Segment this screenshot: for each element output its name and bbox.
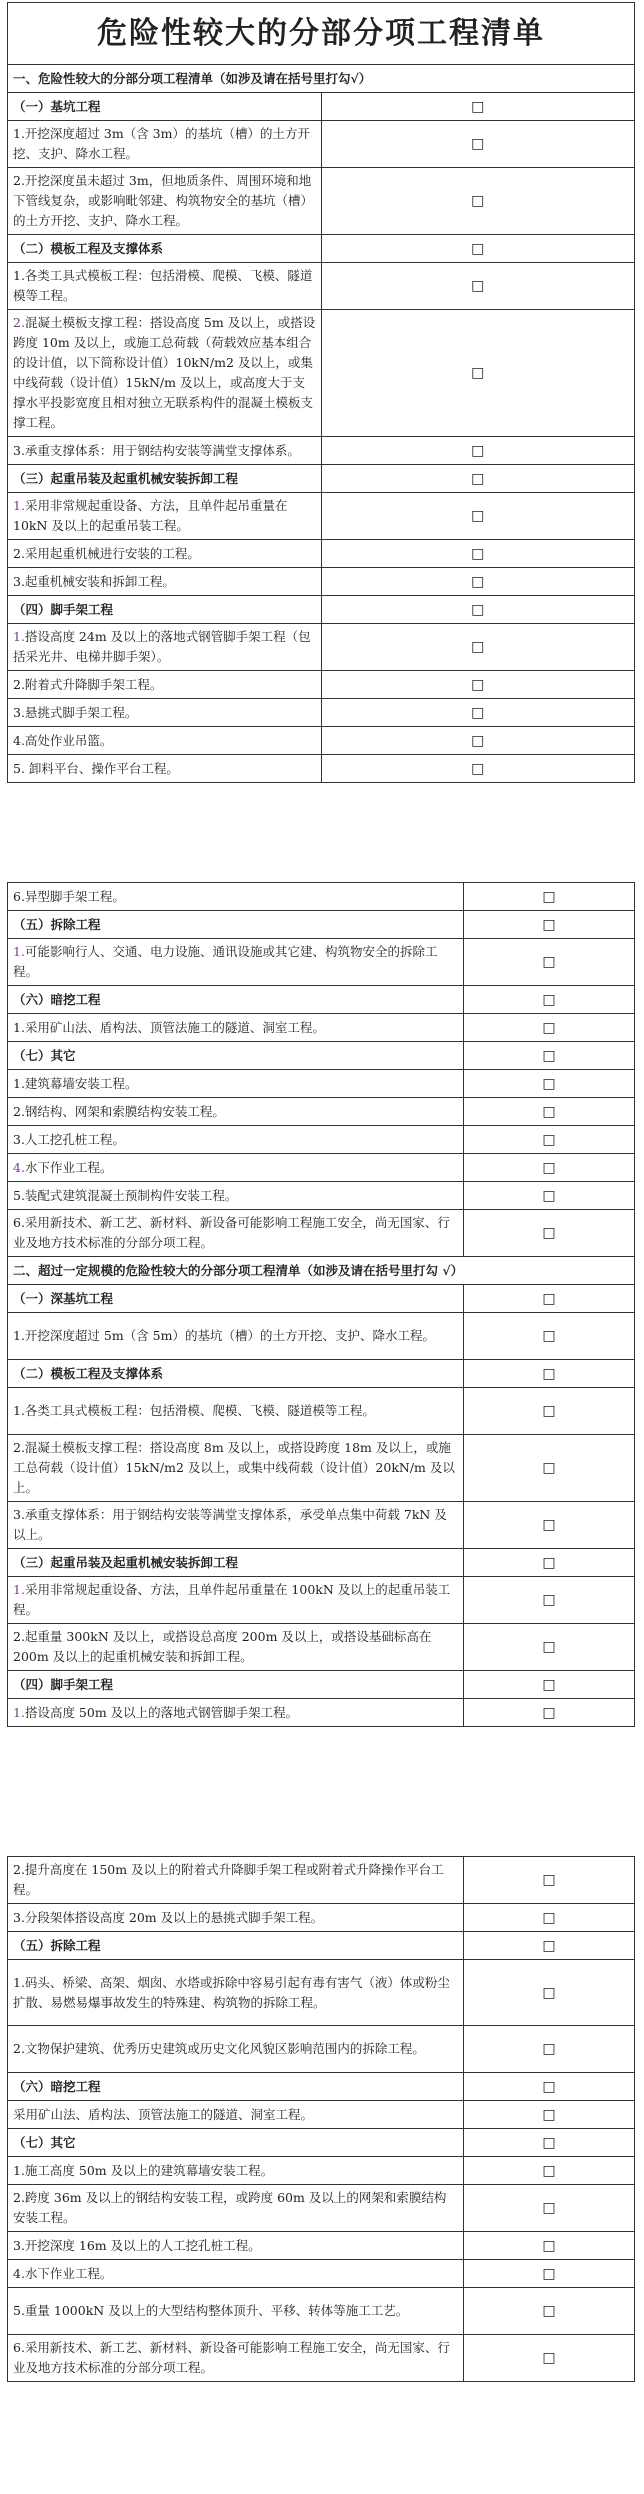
item-text: 2.跨度 36m 及以上的钢结构安装工程，或跨度 60m 及以上的网架和索膜结构安装工程。 (8, 2185, 464, 2232)
document-title: 危险性较大的分部分项工程清单 (8, 3, 635, 65)
checkbox-cell (321, 568, 635, 596)
checkbox-icon[interactable]: □ (542, 1365, 556, 1382)
category-label: （二）模板工程及支撑体系 (8, 1360, 464, 1388)
item-text (8, 493, 322, 540)
section-heading-row (8, 1257, 635, 1285)
checklist-item-row (8, 1857, 635, 1904)
category-label: （五）拆除工程 (8, 911, 464, 939)
checklist-item-row (8, 671, 635, 699)
category-row (8, 93, 635, 121)
category-row (8, 596, 635, 624)
checklist-item-row (8, 1210, 635, 1257)
item-text: 3.悬挑式脚手架工程。 (8, 699, 322, 727)
page-1 (7, 2, 635, 865)
item-text: 6.采用新技术、新工艺、新材料、新设备可能影响工程施工安全，尚无国家、行业及地方技术标准的分部分项工程。 (8, 1210, 464, 1257)
category-label: （六）暗挖工程 (8, 986, 464, 1014)
checkbox-cell (321, 235, 635, 263)
item-text: 4.高处作业吊篮。 (8, 727, 322, 755)
checkbox-icon[interactable]: □ (471, 732, 485, 749)
checkbox-cell (464, 1313, 635, 1360)
item-text: 1.各类工具式模板工程：包括滑模、爬模、飞模、隧道模等工程。 (8, 1388, 464, 1435)
category-row (8, 465, 635, 493)
checkbox-icon[interactable]: □ (471, 573, 485, 590)
item-text: 2.起重量 300kN 及以上，或搭设总高度 200m 及以上，或搭设基础标高在 200m 及以上的起重机械安装和拆卸工程。 (8, 1624, 464, 1671)
category-row (8, 1671, 635, 1699)
checkbox-icon[interactable]: □ (542, 1290, 556, 1307)
item-text: 2.开挖深度虽未超过 3m，但地质条件、周围环境和地下管线复杂，或影响毗邻建、构筑物安全的基坑（槽）的土方开挖、支护、降水工程。 (8, 168, 322, 235)
checkbox-icon[interactable]: □ (471, 508, 485, 524)
item-text: 3.起重机械安装和拆卸工程。 (8, 568, 322, 596)
checkbox-icon[interactable]: □ (542, 2303, 556, 2319)
item-number: 1. (13, 1582, 25, 1597)
checkbox-icon[interactable]: □ (542, 2350, 556, 2366)
checkbox-cell (464, 1904, 635, 1932)
checkbox-icon[interactable]: □ (542, 2106, 556, 2123)
checkbox-icon[interactable]: □ (542, 1328, 556, 1344)
item-number: 4. (13, 1159, 25, 1175)
checklist-item-row (8, 939, 635, 986)
checkbox-icon[interactable]: □ (542, 1676, 556, 1693)
checklist-item-row (8, 437, 635, 465)
checkbox-cell (321, 727, 635, 755)
category-label: （三）起重吊装及起重机械安装拆卸工程 (8, 465, 322, 493)
checkbox-cell (464, 1126, 635, 1154)
item-description: 混凝土模板支撑工程：搭设高度 5m 及以上，或搭设跨度 10m 及以上，或施工总荷载（荷载效应基本组合的设计值，以下简称设计值）10kN/m2 及以上，或集中线荷载（设计值）15kN/m 及以上，或高度大于支撑水平投影宽度且相对独立无联系构件的混凝土模板支撑工程。 (13, 315, 316, 430)
category-label: （七）其它 (8, 2129, 464, 2157)
checklist-item-row (8, 2232, 635, 2260)
item-text: 2.采用起重机械进行安装的工程。 (8, 540, 322, 568)
checklist-item-row (8, 263, 635, 310)
item-number: 1. (13, 944, 25, 959)
item-text: 1.采用矿山法、盾构法、顶管法施工的隧道、洞室工程。 (8, 1014, 464, 1042)
category-row (8, 1285, 635, 1313)
checkbox-cell (464, 911, 635, 939)
checkbox-cell (464, 2232, 635, 2260)
checklist-table-2 (7, 882, 635, 1727)
checkbox-icon[interactable]: □ (471, 760, 485, 777)
category-row (8, 2129, 635, 2157)
item-text: 2.混凝土模板支撑工程：搭设高度 8m 及以上，或搭设跨度 18m 及以上，或施工总荷载（设计值）15kN/m2 及以上，或集中线荷载（设计值）20kN/m 及以上。 (8, 1435, 464, 1502)
checkbox-icon[interactable]: □ (542, 2134, 556, 2151)
checkbox-cell (321, 121, 635, 168)
item-text: 1.施工高度 50m 及以上的建筑幕墙安装工程。 (8, 2157, 464, 2185)
item-text (8, 1699, 464, 1727)
checklist-item-row (8, 2260, 635, 2288)
item-text: 1.各类工具式模板工程：包括滑模、爬模、飞模、隧道模等工程。 (8, 263, 322, 310)
checkbox-icon[interactable]: □ (471, 278, 485, 294)
item-text (8, 1577, 464, 1624)
checkbox-icon[interactable]: □ (542, 1872, 556, 1888)
item-number: 1. (13, 1704, 25, 1720)
checkbox-cell (321, 493, 635, 540)
checkbox-icon[interactable]: □ (471, 365, 485, 381)
checkbox-cell (464, 2026, 635, 2073)
item-text: 2.提升高度在 150m 及以上的附着式升降脚手架工程或附着式升降操作平台工程。 (8, 1857, 464, 1904)
item-text: 1.开挖深度超过 3m（含 3m）的基坑（槽）的土方开挖、支护、降水工程。 (8, 121, 322, 168)
checkbox-icon[interactable]: □ (542, 2162, 556, 2179)
checkbox-icon[interactable]: □ (471, 193, 485, 209)
checkbox-cell (464, 1502, 635, 1549)
item-text: 3.开挖深度 16m 及以上的人工挖孔桩工程。 (8, 2232, 464, 2260)
item-number: 1. (13, 498, 25, 513)
checklist-item-row (8, 1624, 635, 1671)
item-text: 3.承重支撑体系：用于钢结构安装等满堂支撑体系。 (8, 437, 322, 465)
item-text: 3.分段架体搭设高度 20m 及以上的悬挑式脚手架工程。 (8, 1904, 464, 1932)
checklist-item-row (8, 1699, 635, 1727)
checklist-item-row (8, 2157, 635, 2185)
checklist-item-row (8, 1014, 635, 1042)
checkbox-cell (464, 2185, 635, 2232)
checkbox-cell (464, 1388, 635, 1435)
checkbox-icon[interactable]: □ (471, 639, 485, 655)
checklist-item-row (8, 727, 635, 755)
checklist-item-row (8, 2288, 635, 2335)
checkbox-icon[interactable]: □ (542, 1909, 556, 1926)
section-heading: 一、危险性较大的分部分项工程清单（如涉及请在括号里打勾√） (8, 65, 635, 93)
item-number: 2. (13, 315, 25, 330)
category-row (8, 235, 635, 263)
checkbox-cell (464, 1671, 635, 1699)
checkbox-cell (464, 2129, 635, 2157)
category-label: （一）基坑工程 (8, 93, 322, 121)
checkbox-cell (321, 168, 635, 235)
checkbox-icon[interactable]: □ (542, 1937, 556, 1954)
category-label: （四）脚手架工程 (8, 596, 322, 624)
checkbox-cell (464, 1549, 635, 1577)
checkbox-cell (464, 1098, 635, 1126)
checkbox-cell (464, 2260, 635, 2288)
item-number: 1. (13, 629, 25, 644)
item-text: 2.附着式升降脚手架工程。 (8, 671, 322, 699)
checkbox-icon[interactable]: □ (542, 1460, 556, 1476)
category-label: （五）拆除工程 (8, 1932, 464, 1960)
item-text: 1.码头、桥梁、高架、烟囱、水塔或拆除中容易引起有毒有害气（液）体或粉尘扩散、易燃易爆事故发生的特殊建、构筑物的拆除工程。 (8, 1960, 464, 2026)
checkbox-cell (321, 540, 635, 568)
category-row (8, 1360, 635, 1388)
item-text: 5.装配式建筑混凝土预制构件安装工程。 (8, 1182, 464, 1210)
category-row (8, 1932, 635, 1960)
checkbox-icon[interactable]: □ (471, 442, 485, 459)
section-heading-row (8, 65, 635, 93)
checklist-item-row (8, 540, 635, 568)
item-description: 搭设高度 50m 及以上的落地式钢管脚手架工程。 (24, 1704, 299, 1720)
checkbox-icon[interactable]: □ (542, 1704, 556, 1721)
checkbox-cell (464, 2101, 635, 2129)
category-row (8, 986, 635, 1014)
item-text (8, 1154, 464, 1182)
checkbox-cell (464, 1435, 635, 1502)
item-text: 1.开挖深度超过 5m（含 5m）的基坑（槽）的土方开挖、支护、降水工程。 (8, 1313, 464, 1360)
category-label: （六）暗挖工程 (8, 2073, 464, 2101)
category-row (8, 1042, 635, 1070)
checkbox-icon[interactable]: □ (542, 1019, 556, 1036)
checkbox-icon[interactable]: □ (471, 545, 485, 562)
title-row (8, 3, 635, 65)
checklist-item-row (8, 1960, 635, 2026)
item-text: 5. 卸料平台、操作平台工程。 (8, 755, 322, 783)
item-text: 5.重量 1000kN 及以上的大型结构整体顶升、平移、转体等施工工艺。 (8, 2288, 464, 2335)
checkbox-icon[interactable]: □ (542, 2041, 556, 2057)
checkbox-cell (464, 1360, 635, 1388)
checkbox-icon[interactable]: □ (471, 704, 485, 721)
checkbox-icon[interactable]: □ (542, 2078, 556, 2095)
checkbox-icon[interactable]: □ (471, 676, 485, 693)
checkbox-icon[interactable]: □ (542, 1187, 556, 1204)
checkbox-cell (464, 1014, 635, 1042)
checklist-item-row (8, 1154, 635, 1182)
item-description: 采用非常规起重设备、方法，且单件起吊重量在 100kN 及以上的起重吊装工程。 (13, 1582, 451, 1617)
checkbox-icon[interactable]: □ (542, 1075, 556, 1092)
item-description: 可能影响行人、交通、电力设施、通讯设施或其它建、构筑物安全的拆除工程。 (13, 944, 438, 979)
checkbox-icon[interactable]: □ (542, 954, 556, 970)
checkbox-icon[interactable]: □ (542, 2200, 556, 2216)
checkbox-icon[interactable]: □ (471, 240, 485, 257)
checkbox-icon[interactable]: □ (542, 1554, 556, 1571)
checklist-item-row (8, 1388, 635, 1435)
checklist-item-row (8, 1435, 635, 1502)
checkbox-cell (464, 1154, 635, 1182)
item-description: 水下作业工程。 (24, 1159, 113, 1175)
item-description: 搭设高度 24m 及以上的落地式钢管脚手架工程（包括采光井、电梯井脚手架）。 (13, 629, 311, 664)
checkbox-icon[interactable]: □ (542, 1639, 556, 1655)
item-text: 4.水下作业工程。 (8, 2260, 464, 2288)
checkbox-icon[interactable]: □ (542, 1159, 556, 1176)
checklist-item-row (8, 624, 635, 671)
checkbox-cell (464, 883, 635, 911)
checkbox-cell (321, 263, 635, 310)
page-2 (7, 882, 635, 1838)
checklist-item-row (8, 883, 635, 911)
checkbox-cell (464, 1210, 635, 1257)
checklist-item-row (8, 2335, 635, 2382)
item-text (8, 624, 322, 671)
checkbox-cell (464, 1624, 635, 1671)
checkbox-cell (464, 2157, 635, 2185)
checklist-item-row (8, 1313, 635, 1360)
checkbox-cell (464, 1857, 635, 1904)
category-label: （四）脚手架工程 (8, 1671, 464, 1699)
checkbox-cell (321, 437, 635, 465)
checkbox-cell (321, 671, 635, 699)
checkbox-cell (464, 2335, 635, 2382)
item-text: 1.建筑幕墙安装工程。 (8, 1070, 464, 1098)
checkbox-cell (464, 1285, 635, 1313)
item-text: 采用矿山法、盾构法、顶管法施工的隧道、洞室工程。 (8, 2101, 464, 2129)
category-label: （七）其它 (8, 1042, 464, 1070)
checkbox-icon[interactable]: □ (471, 136, 485, 152)
checkbox-cell (464, 1070, 635, 1098)
category-label: （一）深基坑工程 (8, 1285, 464, 1313)
item-text (8, 310, 322, 437)
checkbox-cell (321, 699, 635, 727)
item-text: 2.钢结构、网架和索膜结构安装工程。 (8, 1098, 464, 1126)
checklist-item-row (8, 2026, 635, 2073)
checkbox-cell (464, 939, 635, 986)
checklist-item-row (8, 493, 635, 540)
checklist-item-row (8, 568, 635, 596)
checkbox-cell (464, 2073, 635, 2101)
checkbox-cell (321, 310, 635, 437)
checkbox-cell (464, 1699, 635, 1727)
checklist-item-row (8, 2185, 635, 2232)
checkbox-cell (321, 465, 635, 493)
checklist-item-row (8, 1182, 635, 1210)
checkbox-icon[interactable]: □ (542, 991, 556, 1008)
item-description: 采用非常规起重设备、方法，且单件起吊重量在 10kN 及以上的起重吊装工程。 (13, 498, 288, 533)
category-row (8, 911, 635, 939)
section-heading: 二、超过一定规模的危险性较大的分部分项工程清单（如涉及请在括号里打勾 √） (8, 1257, 635, 1285)
checkbox-icon[interactable]: □ (542, 888, 556, 905)
checkbox-icon[interactable]: □ (471, 601, 485, 618)
checkbox-cell (464, 1932, 635, 1960)
checkbox-icon[interactable]: □ (542, 1225, 556, 1241)
category-label: （二）模板工程及支撑体系 (8, 235, 322, 263)
checklist-item-row (8, 2101, 635, 2129)
checkbox-cell (464, 1577, 635, 1624)
checkbox-cell (464, 2288, 635, 2335)
checklist-item-row (8, 1126, 635, 1154)
checkbox-cell (464, 1042, 635, 1070)
item-text: 6.异型脚手架工程。 (8, 883, 464, 911)
checkbox-cell (464, 1960, 635, 2026)
checkbox-cell (321, 93, 635, 121)
checklist-item-row (8, 121, 635, 168)
checklist-item-row (8, 168, 635, 235)
item-text: 3.人工挖孔桩工程。 (8, 1126, 464, 1154)
checklist-item-row (8, 1502, 635, 1549)
item-text (8, 939, 464, 986)
item-text: 3.承重支撑体系：用于钢结构安装等满堂支撑体系，承受单点集中荷载 7kN 及以上。 (8, 1502, 464, 1549)
page-3 (7, 1856, 635, 2482)
checkbox-icon[interactable]: □ (542, 1403, 556, 1419)
checklist-item-row (8, 1577, 635, 1624)
checkbox-cell (464, 1182, 635, 1210)
checkbox-icon[interactable]: □ (542, 916, 556, 933)
checkbox-cell (464, 986, 635, 1014)
checklist-item-row (8, 1904, 635, 1932)
item-text: 6.采用新技术、新工艺、新材料、新设备可能影响工程施工安全，尚无国家、行业及地方技术标准的分部分项工程。 (8, 2335, 464, 2382)
checkbox-icon[interactable]: □ (542, 1984, 556, 2001)
category-row (8, 2073, 635, 2101)
checkbox-cell (321, 624, 635, 671)
checkbox-icon[interactable]: □ (471, 98, 485, 115)
category-row (8, 1549, 635, 1577)
checklist-table-1 (7, 2, 635, 783)
checkbox-icon[interactable]: □ (542, 1047, 556, 1064)
checkbox-icon[interactable]: □ (542, 1592, 556, 1608)
checkbox-icon[interactable]: □ (542, 1131, 556, 1148)
checklist-item-row (8, 699, 635, 727)
checkbox-icon[interactable]: □ (542, 1517, 556, 1533)
checkbox-cell (321, 755, 635, 783)
item-text: 2.文物保护建筑、优秀历史建筑或历史文化风貌区影响范围内的拆除工程。 (8, 2026, 464, 2073)
category-label: （三）起重吊装及起重机械安装拆卸工程 (8, 1549, 464, 1577)
checklist-table-3 (7, 1856, 635, 2382)
checkbox-icon[interactable]: □ (542, 2265, 556, 2282)
checklist-item-row (8, 755, 635, 783)
checkbox-icon[interactable]: □ (471, 470, 485, 487)
checklist-item-row (8, 1070, 635, 1098)
checklist-item-row (8, 310, 635, 437)
checkbox-icon[interactable]: □ (542, 1103, 556, 1120)
checkbox-cell (321, 596, 635, 624)
checklist-item-row (8, 1098, 635, 1126)
checkbox-icon[interactable]: □ (542, 2237, 556, 2254)
